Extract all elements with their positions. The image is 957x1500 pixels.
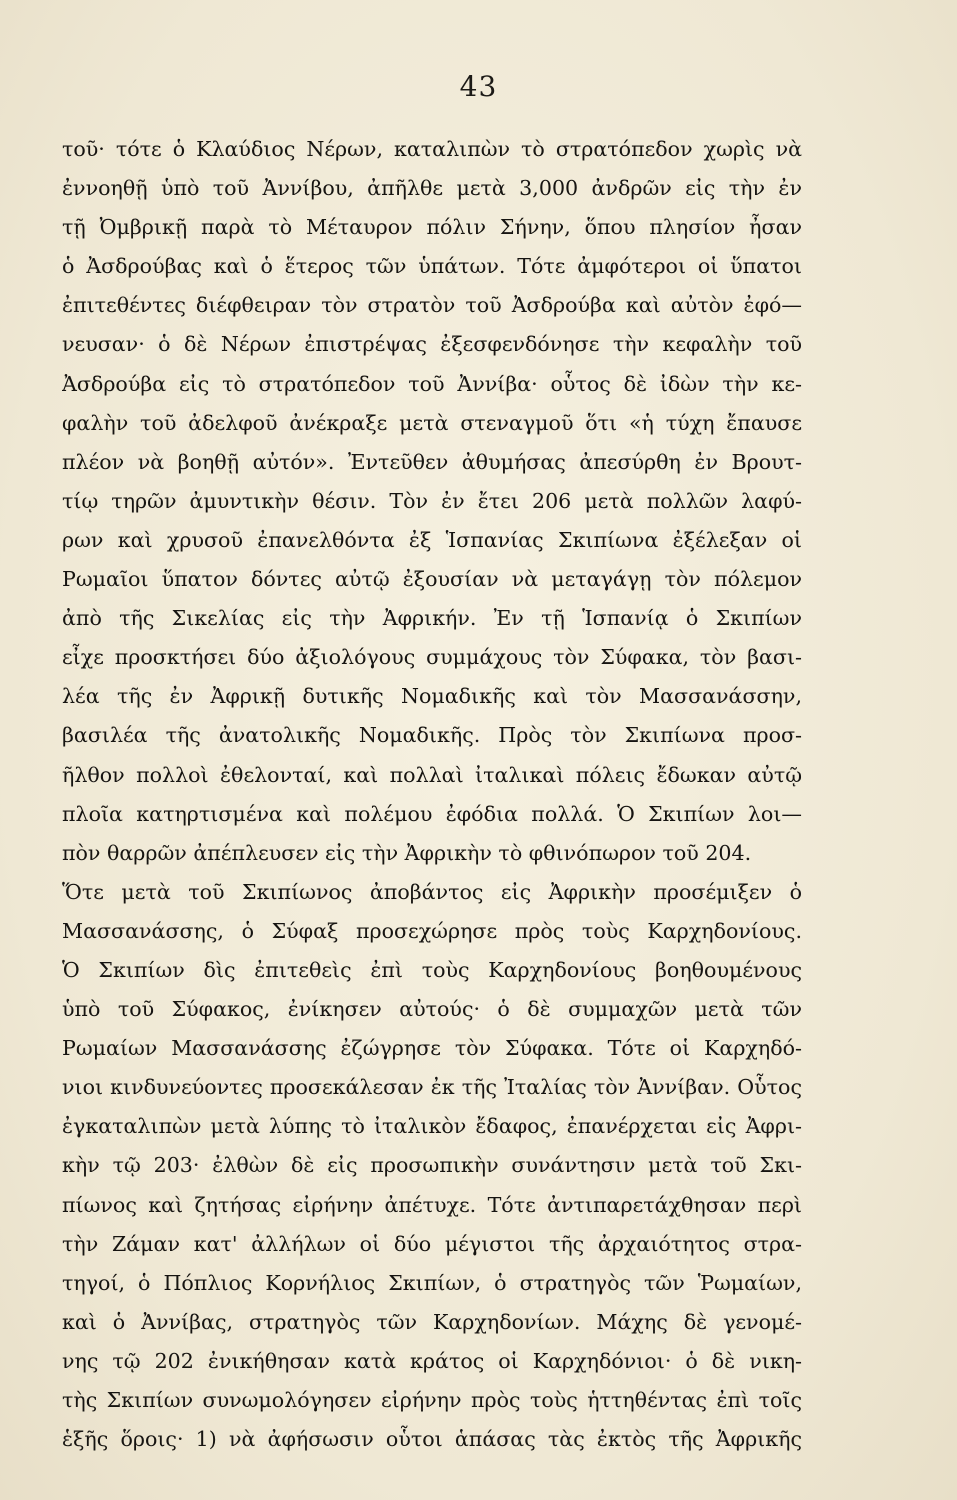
text-line: ῆλθον πολλοὶ ἐθελονταί, καὶ πολλαὶ ἰταλικαὶ πόλεις ἔδωκαν αὐτῷ xyxy=(62,762,802,787)
page-number: 43 xyxy=(459,70,498,103)
text-line: Ἀσδρούβα εἰς τὸ στρατόπεδον τοῦ Ἀννίβα· οὗτος δὲ ἰδὼν τὴν κε- xyxy=(62,371,802,396)
text-line: ἐγκαταλιπὼν μετὰ λύπης τὸ ἰταλικὸν ἔδαφος, ἐπανέρχεται εἰς Ἀφρι- xyxy=(62,1114,802,1139)
text-line: ἐπιτεθέντες διέφθειραν τὸν στρατὸν τοῦ Ἀσδρούβα καὶ αὐτὸν ἐφό— xyxy=(62,293,802,318)
body-text xyxy=(62,130,802,1459)
text-line: εἶχε προσκτήσει δύο ἀξιολόγους συμμάχους τὸν Σύφακα, τὸν βασι- xyxy=(62,645,802,670)
text-line: Ρωμαῖοι ὕπατον δόντες αὐτῷ ἐξουσίαν νὰ μεταγάγῃ τὸν πόλεμον xyxy=(62,567,802,592)
text-line: φαλὴν τοῦ ἀδελφοῦ ἀνέκραξε μετὰ στεναγμοῦ ὅτι «ἡ τύχη ἔπαυσε xyxy=(62,410,802,435)
text-line: Ὁ Σκιπίων δὶς ἐπιτεθεὶς ἐπὶ τοὺς Καρχηδονίους βοηθουμένους xyxy=(62,957,802,982)
text-line: νιοι κινδυνεύοντες προσεκάλεσαν ἐκ τῆς Ἰταλίας τὸν Ἀννίβαν. Οὗτος xyxy=(62,1075,802,1100)
text-line: κὴν τῷ 203· ἐλθὼν δὲ εἰς προσωπικὴν συνάντησιν μετὰ τοῦ Σκι- xyxy=(62,1153,802,1178)
text-line: Μασσανάσσης, ὁ Σύφαξ προσεχώρησε πρὸς τοὺς Καρχηδονίους. xyxy=(62,918,802,943)
text-line: πλέον νὰ βοηθῇ αὐτόν». Ἐντεῦθεν ἀθυμήσας ἀπεσύρθη ἐν Βρουτ- xyxy=(62,449,802,474)
text-line: ὑπὸ τοῦ Σύφακος, ἐνίκησεν αὐτούς· ὁ δὲ συμμαχῶν μετὰ τῶν xyxy=(62,997,802,1022)
text-line: ἀπὸ τῆς Σικελίας εἰς τὴν Ἀφρικήν. Ἐν τῇ Ἱσπανίᾳ ὁ Σκιπίων xyxy=(62,606,802,631)
text-line: ἑξῆς ὅροις· 1) νὰ ἀφήσωσιν οὗτοι ἁπάσας τὰς ἐκτὸς τῆς Ἀφρικῆς xyxy=(62,1427,802,1452)
text-line: νης τῷ 202 ἐνικήθησαν κατὰ κράτος οἱ Καρχηδόνιοι· ὁ δὲ νικη- xyxy=(62,1348,802,1373)
text-line: τίῳ τηρῶν ἀμυντικὴν θέσιν. Τὸν ἐν ἔτει 206 μετὰ πολλῶν λαφύ- xyxy=(62,488,802,513)
text-line: λέα τῆς ἐν Ἀφρικῇ δυτικῆς Νομαδικῆς καὶ τὸν Μασσανάσσην, xyxy=(62,684,802,709)
text-line: τῇ Ὀμβρικῇ παρὰ τὸ Μέταυρον πόλιν Σήνην, ὅπου πλησίον ἦσαν xyxy=(62,215,802,240)
text-line: Ὅτε μετὰ τοῦ Σκιπίωνος ἀποβάντος εἰς Ἀφρικὴν προσέμιξεν ὁ xyxy=(62,879,802,904)
text-line: τὴς Σκιπίων συνωμολόγησεν εἰρήνην πρὸς τοὺς ἡττηθέντας ἐπὶ τοῖς xyxy=(62,1388,802,1412)
text-line: ρων καὶ χρυσοῦ ἐπανελθόντα ἐξ Ἱσπανίας Σκιπίωνα ἐξέλεξαν οἱ xyxy=(62,527,802,552)
text-line: πλοῖα κατηρτισμένα καὶ πολέμου ἐφόδια πολλά. Ὁ Σκιπίων λοι— xyxy=(62,801,802,826)
text-line: Ρωμαίων Μασσανάσσης ἐζώγρησε τὸν Σύφακα. Τότε οἱ Καρχηδό- xyxy=(62,1036,802,1061)
text-line: ἐννοηθῇ ὑπὸ τοῦ Ἀννίβου, ἀπῆλθε μετὰ 3,000 ἀνδρῶν εἰς τὴν ἐν xyxy=(62,176,802,201)
text-line: πὸν θαρρῶν ἀπέπλευσεν εἰς τὴν Ἀφρικὴν τὸ φθινόπωρον τοῦ 204. xyxy=(62,840,752,865)
text-line: τοῦ· τότε ὁ Κλαύδιος Νέρων, καταλιπὼν τὸ στρατόπεδον χωρὶς νὰ xyxy=(62,137,802,161)
text-line: νευσαν· ὁ δὲ Νέρων ἐπιστρέψας ἐξεσφενδόνησε τὴν κεφαλὴν τοῦ xyxy=(62,332,802,357)
text-line: τηγοί, ὁ Πόπλιος Κορνήλιος Σκιπίων, ὁ στρατηγὸς τῶν Ῥωμαίων, xyxy=(62,1270,802,1295)
text-line: καὶ ὁ Ἀννίβας, στρατηγὸς τῶν Καρχηδονίων. Μάχης δὲ γενομέ- xyxy=(62,1309,802,1334)
text-line: πίωνος καὶ ζητήσας εἰρήνην ἀπέτυχε. Τότε ἀντιπαρετάχθησαν περὶ xyxy=(62,1192,802,1217)
text-line: τὴν Ζάμαν κατ' ἀλλήλων οἱ δύο μέγιστοι τῆς ἀρχαιότητος στρα- xyxy=(62,1231,802,1256)
text-line: ὁ Ἀσδρούβας καὶ ὁ ἕτερος τῶν ὑπάτων. Τότε ἀμφότεροι οἱ ὕπατοι xyxy=(62,254,802,279)
text-line: βασιλέα τῆς ἀνατολικῆς Νομαδικῆς. Πρὸς τὸν Σκιπίωνα προσ- xyxy=(62,723,802,748)
